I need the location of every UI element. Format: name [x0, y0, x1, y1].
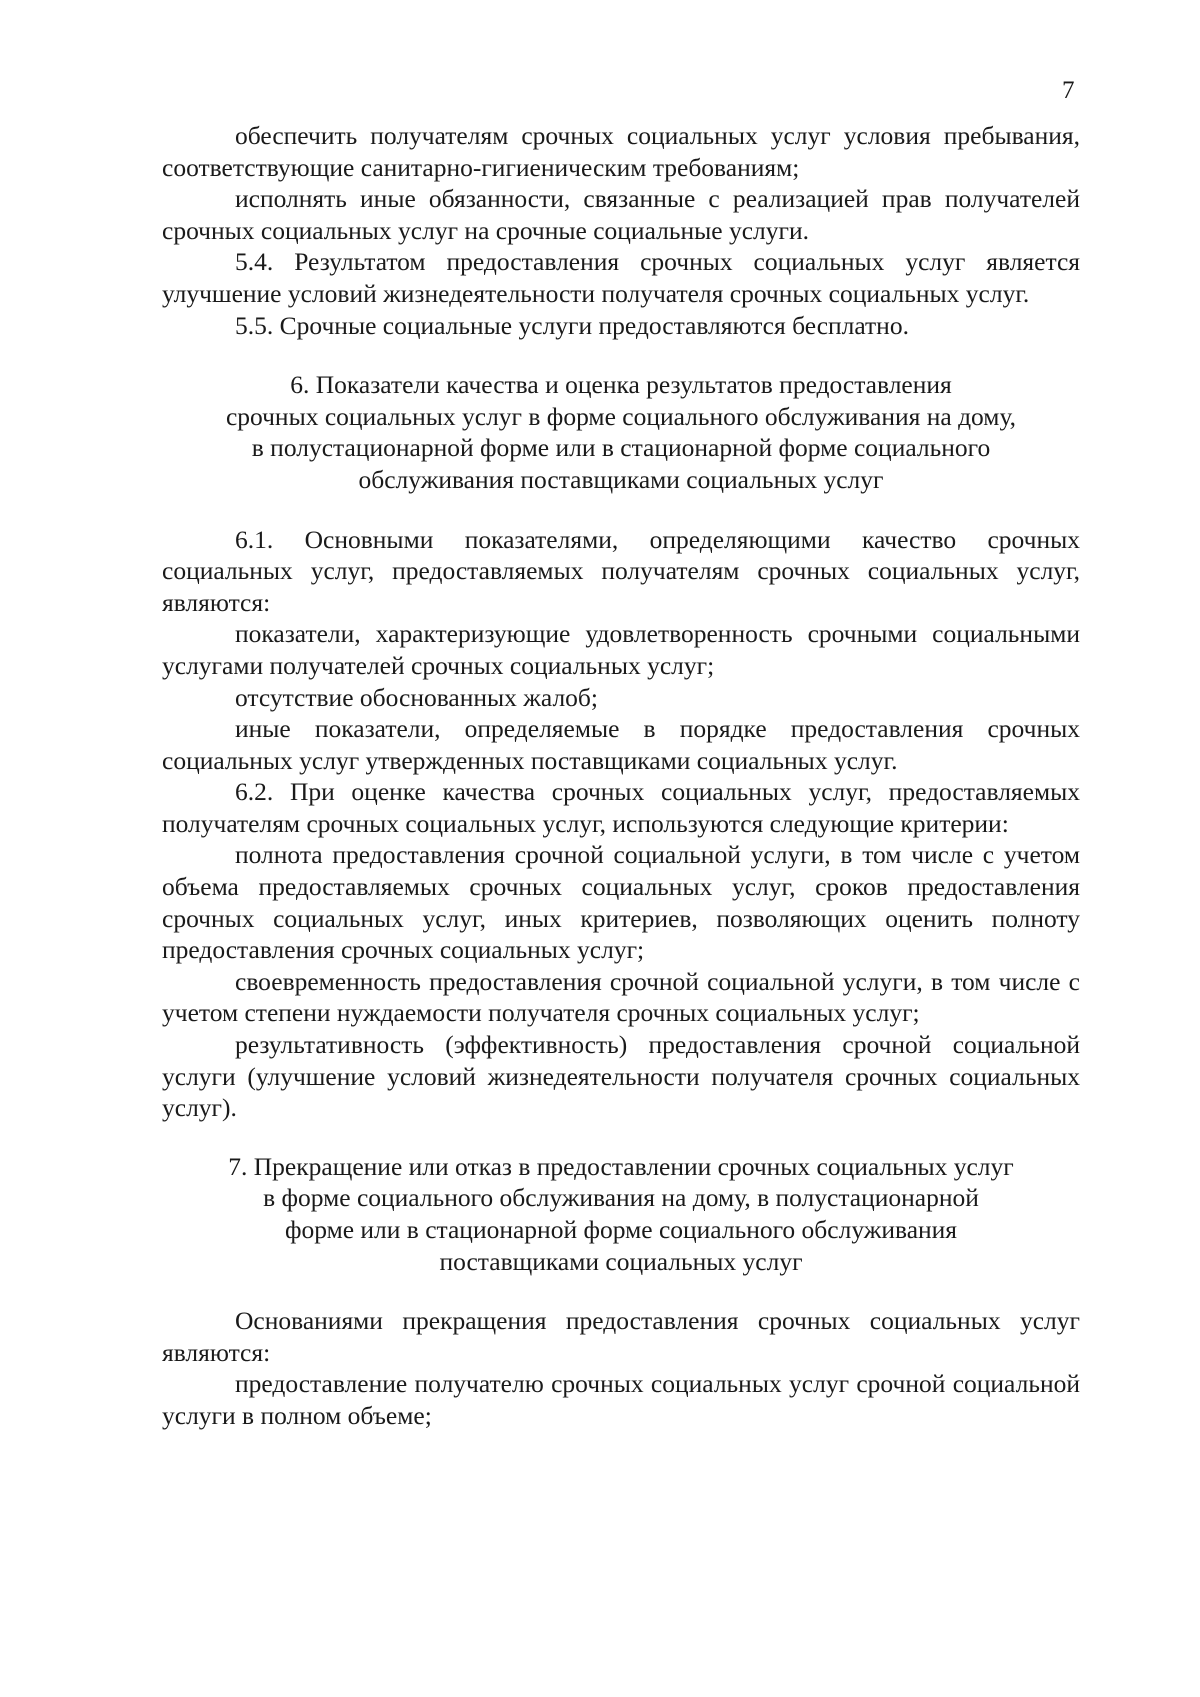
heading-line: в полустационарной форме или в стационарной форме социального: [251, 433, 991, 463]
heading-line: в форме социального обслуживания на дому, в полустационарной: [263, 1183, 979, 1213]
heading-line: 7. Прекращение или отказ в предоставлении срочных социальных услуг: [228, 1151, 1014, 1181]
section-7-heading: [162, 1151, 1080, 1277]
paragraph: 5.4. Результатом предоставления срочных социальных услуг является улучшение условий жизнедеятельности получателя срочных социальных услуг.: [162, 247, 1080, 308]
section-6-heading: [162, 369, 1080, 495]
paragraph: 5.5. Срочные социальные услуги предоставляются бесплатно.: [235, 310, 909, 340]
paragraph: показатели, характеризующие удовлетворенность срочными социальными услугами получателей срочных социальных услуг;: [162, 619, 1080, 680]
document-body: [162, 120, 1080, 1432]
paragraph: исполнять иные обязанности, связанные с реализацией прав получателей срочных социальных услуг на срочные социальные услуги.: [162, 184, 1080, 245]
paragraph: иные показатели, определяемые в порядке предоставления срочных социальных услуг утвержденных поставщиками социальных услуг.: [162, 714, 1080, 775]
heading-line: форме или в стационарной форме социального обслуживания: [284, 1215, 958, 1244]
paragraph: полнота предоставления срочной социальной услуги, в том числе с учетом объема предоставляемых срочных социальных услуг, сроков предоставления срочных социальных услуг, иных критериев, позволяющих оценить полноту предоставления срочных социальных услуг;: [162, 840, 1080, 965]
paragraph: результативность (эффективность) предоставления срочной социальной услуги (улучшение условий жизнедеятельности получателя срочных социальных услуг).: [162, 1030, 1080, 1123]
heading-line: 6. Показатели качества и оценка результатов предоставления: [290, 370, 952, 400]
paragraph: 6.2. При оценке качества срочных социальных услуг, предоставляемых получателям срочных социальных услуг, используются следующие критерии:: [162, 777, 1080, 838]
paragraph: отсутствие обоснованных жалоб;: [235, 682, 598, 712]
heading-line: поставщиками социальных услуг: [439, 1246, 803, 1276]
paragraph: Основаниями прекращения предоставления срочных социальных услуг являются:: [162, 1306, 1080, 1367]
paragraph: обеспечить получателям срочных социальных услуг условия пребывания, соответствующие санитарно-гигиеническим требованиям;: [162, 121, 1080, 182]
paragraph: предоставление получателю срочных социальных услуг срочной социальной услуги в полном объеме;: [162, 1369, 1080, 1430]
paragraph: 6.1. Основными показателями, определяющими качество срочных социальных услуг, предоставляемых получателям срочных социальных услуг, являются:: [162, 524, 1080, 617]
page-number: 7: [1062, 77, 1075, 104]
heading-line: срочных социальных услуг в форме социального обслуживания на дому,: [225, 401, 1017, 431]
heading-line: обслуживания поставщиками социальных услуг: [358, 464, 884, 494]
paragraph: своевременность предоставления срочной социальной услуги, в том числе с учетом степени нуждаемости получателя срочных социальных услуг;: [162, 966, 1080, 1028]
